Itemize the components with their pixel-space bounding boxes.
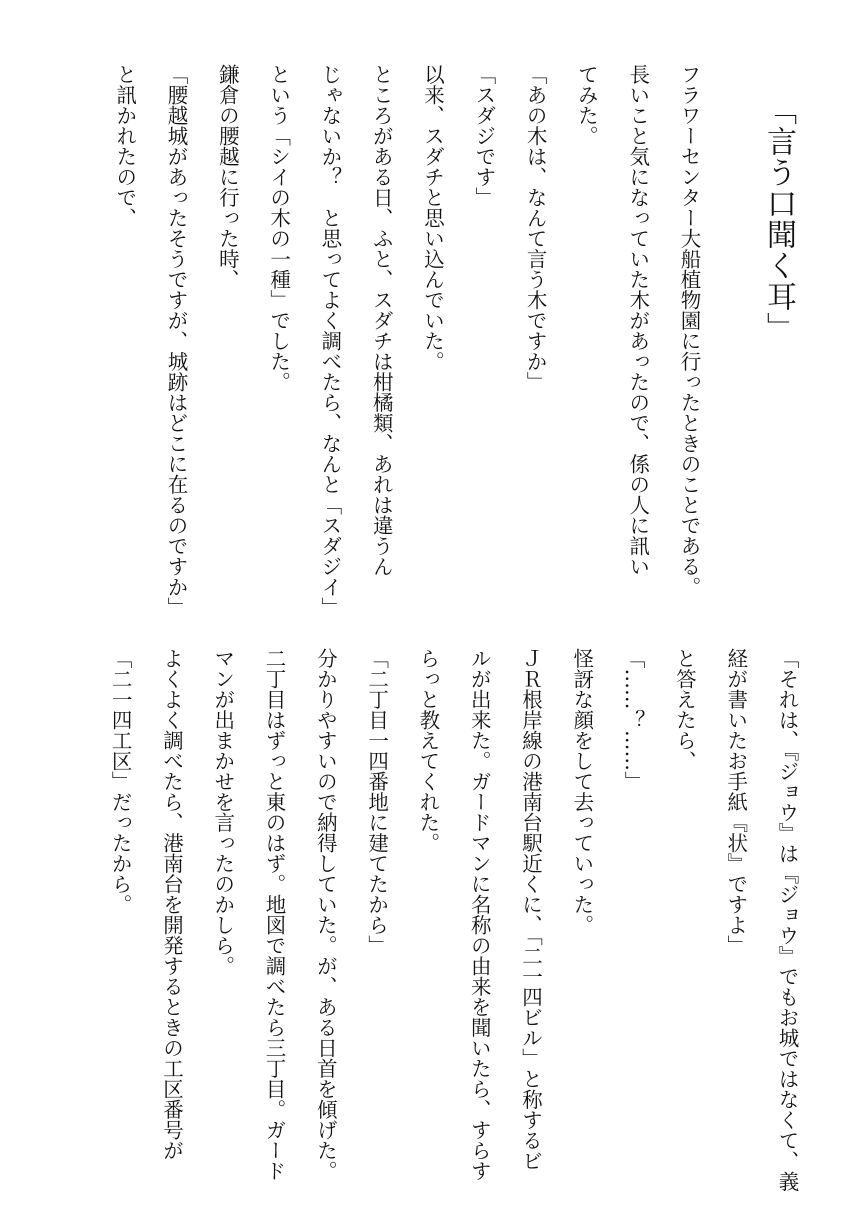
- text-line: じゃないか？ と思ってよく調べたら、なんと「スダジイ」: [317, 64, 342, 618]
- text-line: という「シイの木の一種」でした。: [266, 64, 291, 392]
- text-line: 「それは、『ジョウ』は『ジョウ』でもお城ではなくて、義: [775, 648, 799, 1192]
- text-line: らっと教えてくれた。: [415, 648, 440, 853]
- text-line: 長いこと気になっていた木があったので、係の人に訊い: [625, 64, 650, 577]
- text-line: と訊かれたので、: [112, 64, 137, 228]
- text-line: 二丁目はずっと東のはず。地図で調べたら三丁目。ガード: [262, 648, 287, 1181]
- text-line: よくよく調べたら、港南台を開発するときの工区番号が: [159, 648, 184, 1161]
- text-line: 「スダジです」: [471, 64, 496, 208]
- text-line: 「二一四工区」だったから。: [108, 648, 133, 915]
- text-line: てみた。: [574, 64, 599, 146]
- essay-title: 「言う口聞く耳」: [761, 95, 796, 343]
- text-line: 怪訝な顔をして去っていった。: [569, 648, 594, 935]
- text-line: 「腰越城があったそうですが、城跡はどこに在るのですか」: [164, 64, 189, 618]
- text-block-bottom: [98, 648, 812, 1192]
- text-line: マンが出まかせを言ったのかしら。: [210, 648, 235, 976]
- text-line: 経が書いたお手紙『状』ですよ」: [723, 648, 748, 956]
- text-line: 以来、スダチと思い込んでいた。: [420, 64, 445, 372]
- text-line: 「……？……」: [621, 648, 646, 792]
- text-line: ところがある日、ふと、スダチは柑橘類、あれは違うん: [369, 64, 394, 577]
- text-block-top: [98, 64, 714, 618]
- text-line: 「二丁目一四番地に建てたから」: [364, 648, 389, 956]
- text-line: と答えたら、: [672, 648, 697, 771]
- text-line: 「あの木は、なんて言う木ですか」: [523, 64, 548, 392]
- text-line: フラワーセンター大船植物園に行ったときのことである。: [677, 64, 701, 597]
- text-line: ルが出来た。ガードマンに名称の由来を聞いたら、すらす: [467, 648, 492, 1181]
- text-line: ＪＲ根岸線の港南台駅近くに、「二一四ビル」と称するビ: [518, 648, 543, 1171]
- text-line: 鎌倉の腰越に行った時、: [215, 64, 240, 290]
- text-line: 分かりやすいので納得していた。が、ある日首を傾げた。: [313, 648, 338, 1181]
